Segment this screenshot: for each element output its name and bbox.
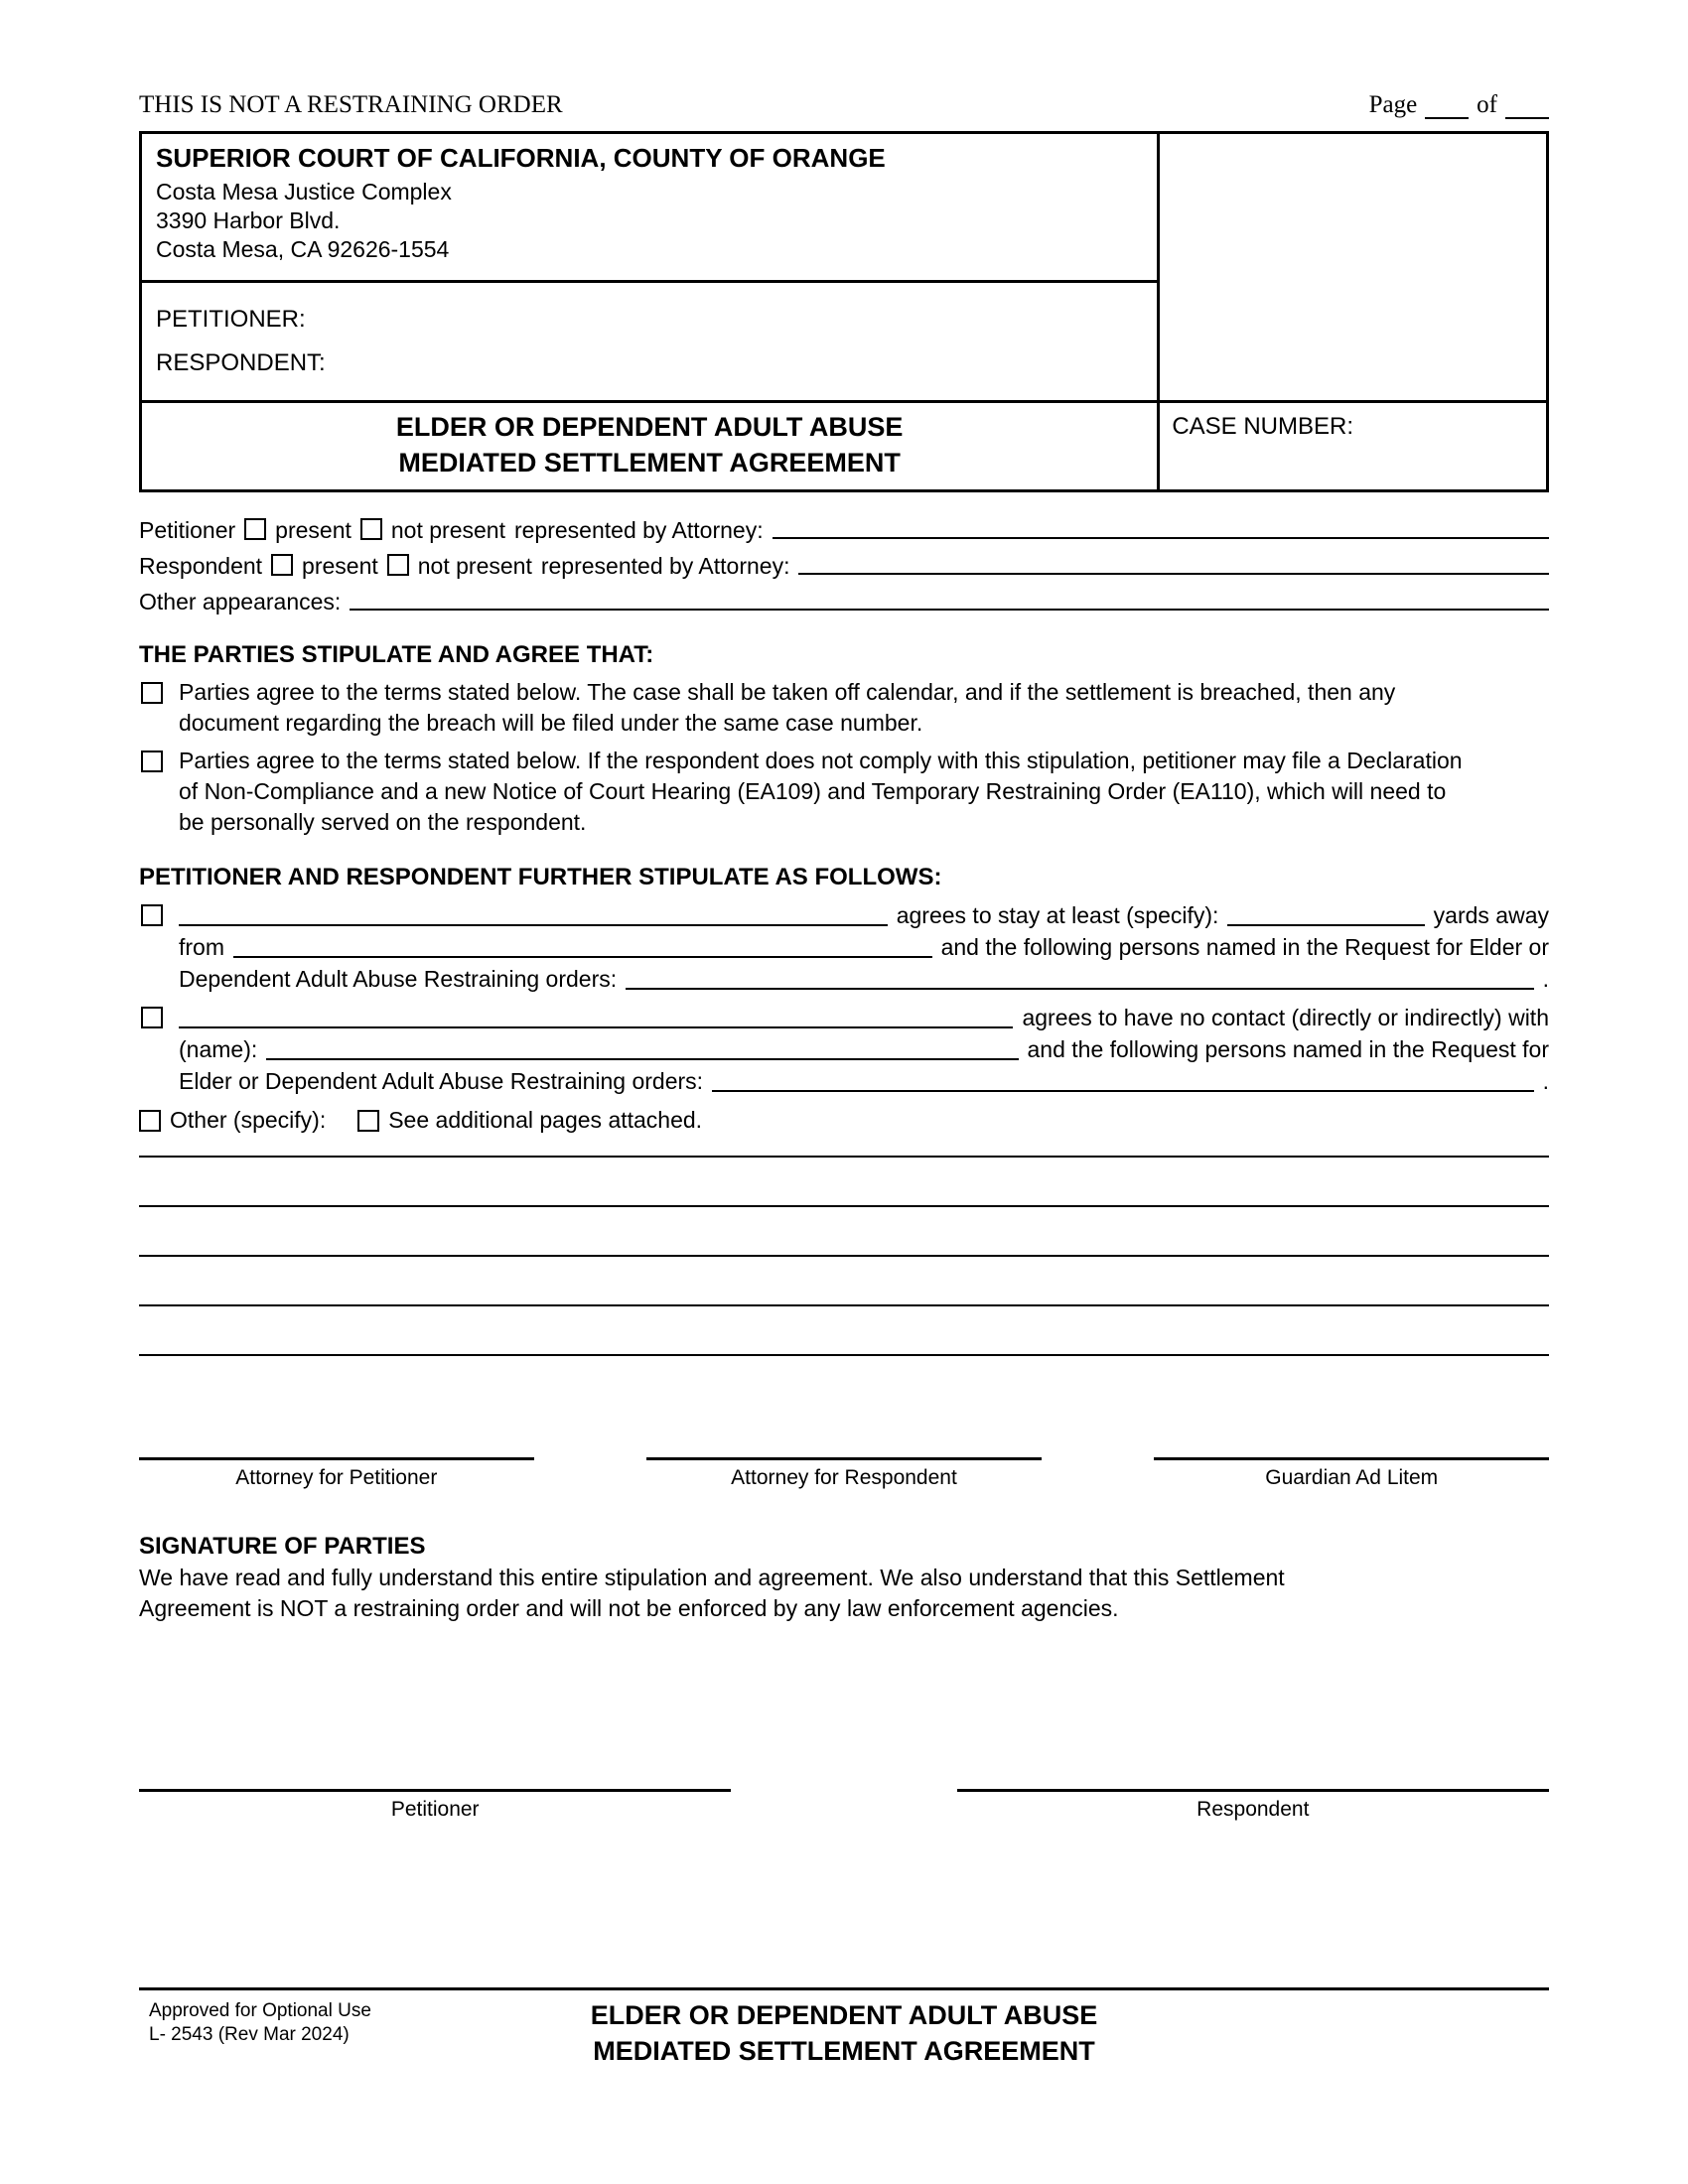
page-number (1369, 91, 1549, 119)
other-appearances-field[interactable] (350, 609, 1549, 611)
attorney-respondent-signature-line[interactable] (646, 1457, 1042, 1460)
respondent-attorney-field[interactable] (798, 573, 1549, 575)
stay-away-item (139, 899, 1549, 995)
no-contact-item (139, 1002, 1549, 1097)
respondent-name-field[interactable] (156, 349, 1143, 377)
petitioner-field-label: PETITIONER: (156, 306, 306, 334)
court-address-line-1: Costa Mesa Justice Complex (156, 179, 452, 205)
respondent-not-present-checkbox[interactable] (387, 554, 409, 576)
respondent-appearance-label: Respondent (139, 553, 263, 579)
stay-away-text-3: from (179, 934, 224, 960)
stay-away-text-2: yards away (1433, 902, 1549, 928)
signature-of-parties-heading: SIGNATURE OF PARTIES (139, 1533, 426, 1560)
other-item (139, 1104, 1549, 1136)
form-title (142, 400, 1157, 489)
respondent-present-checkbox[interactable] (271, 554, 293, 576)
respondent-present-label: present (302, 553, 378, 579)
other-specify-label: Other (specify): (170, 1107, 327, 1133)
no-contact-text-2: (name): (179, 1036, 258, 1062)
form-title-line-2: MEDIATED SETTLEMENT AGREEMENT (398, 448, 901, 478)
petitioner-attorney-field[interactable] (773, 537, 1549, 539)
case-number-field[interactable] (1157, 400, 1546, 489)
additional-pages-label: See additional pages attached. (388, 1107, 703, 1133)
respondent-signature (957, 1789, 1549, 1823)
petitioner-present-label: present (275, 517, 352, 543)
form-footer (139, 1987, 1549, 2069)
off-calendar-text: Parties agree to the terms stated below. The case shall be taken off calendar, and if the settlement is breached, then any document regarding the breach will be filed under the same case number. (179, 679, 1396, 736)
respondent-signature-label: Respondent (1196, 1798, 1310, 1821)
stay-away-yards-field[interactable] (1227, 924, 1424, 926)
petitioner-appearance-line (139, 508, 1549, 544)
petitioner-name-field[interactable] (156, 306, 1143, 334)
blank-line-2[interactable] (139, 1158, 1549, 1207)
respondent-signature-line[interactable] (957, 1789, 1549, 1792)
respondent-appearance-line (139, 544, 1549, 580)
court-address-block (142, 134, 1157, 283)
no-contact-checkbox[interactable] (141, 1007, 163, 1028)
stay-away-from-field[interactable] (233, 956, 932, 958)
stipulation-section (139, 641, 1549, 838)
further-stipulations-section (139, 864, 1549, 1136)
form-approval-block (149, 1999, 371, 2047)
no-contact-text-3: and the following persons named in the Request for (1027, 1036, 1549, 1062)
form-title-line-1: ELDER OR DEPENDENT ADULT ABUSE (395, 412, 904, 442)
attorney-signature-row (139, 1457, 1549, 1491)
petitioner-present-checkbox[interactable] (244, 518, 266, 540)
petitioner-not-present-checkbox[interactable] (360, 518, 382, 540)
blank-line-5[interactable] (139, 1306, 1549, 1356)
court-stamp-area (1157, 134, 1546, 400)
attorney-petitioner-signature-line[interactable] (139, 1457, 534, 1460)
guardian-ad-litem-signature (1154, 1457, 1549, 1491)
page-number-field[interactable] (1425, 97, 1469, 119)
respondent-field-label: RESPONDENT: (156, 348, 326, 376)
appearances-section (139, 508, 1549, 615)
no-contact-text-1: agrees to have no contact (directly or indirectly) with (1022, 1005, 1549, 1030)
blank-line-3[interactable] (139, 1207, 1549, 1257)
stay-away-checkbox[interactable] (141, 904, 163, 926)
blank-line-4[interactable] (139, 1257, 1549, 1306)
noncompliance-text: Parties agree to the terms stated below. If the respondent does not comply with this stipulation, petitioner may file a Declaration of Non-Compliance and a new Notice of Court Hearing (EA109) and Temporary Restraining Order (EA110), which will need to be personally served on the respondent. (179, 748, 1463, 835)
other-appearances-line (139, 580, 1549, 615)
blank-line-1[interactable] (139, 1140, 1549, 1158)
guardian-ad-litem-signature-line[interactable] (1154, 1457, 1549, 1460)
not-restraining-order-notice: THIS IS NOT A RESTRAINING ORDER (139, 91, 563, 118)
attorney-petitioner-signature (139, 1457, 534, 1491)
party-signature-row (139, 1789, 1549, 1823)
signature-of-parties-section (139, 1533, 1549, 1624)
respondent-not-present-label: not present (417, 553, 532, 579)
page-total-field[interactable] (1505, 97, 1549, 119)
other-appearances-label: Other appearances: (139, 589, 342, 614)
stipulation-item-off-calendar (139, 677, 1549, 739)
footer-title-line-1: ELDER OR DEPENDENT ADULT ABUSE (590, 2000, 1098, 2030)
noncompliance-checkbox[interactable] (141, 751, 163, 772)
petitioner-appearance-label: Petitioner (139, 517, 236, 543)
stipulation-heading: THE PARTIES STIPULATE AND AGREE THAT: (139, 641, 654, 668)
approved-for-optional-use: Approved for Optional Use (149, 2000, 371, 2021)
form-header (139, 91, 1549, 119)
footer-title-line-2: MEDIATED SETTLEMENT AGREEMENT (593, 2036, 1095, 2066)
no-contact-protected-persons-field[interactable] (712, 1090, 1534, 1092)
petitioner-signature-label: Petitioner (390, 1798, 480, 1821)
handwriting-lines (139, 1140, 1549, 1356)
court-name: SUPERIOR COURT OF CALIFORNIA, COUNTY OF ORANGE (156, 143, 886, 173)
other-checkbox[interactable] (139, 1110, 161, 1132)
guardian-ad-litem-label: Guardian Ad Litem (1265, 1466, 1439, 1489)
off-calendar-checkbox[interactable] (141, 682, 163, 704)
petitioner-signature (139, 1789, 731, 1823)
page-label: Page (1368, 91, 1418, 118)
petitioner-signature-line[interactable] (139, 1789, 731, 1792)
court-caption-box (139, 131, 1549, 492)
party-names-section (142, 283, 1157, 400)
stay-away-period: . (1542, 966, 1549, 992)
petitioner-not-present-label: not present (390, 517, 505, 543)
additional-pages-checkbox[interactable] (357, 1110, 379, 1132)
petitioner-attorney-label: represented by Attorney: (513, 517, 764, 543)
no-contact-text-4: Elder or Dependent Adult Abuse Restraining orders: (179, 1068, 704, 1094)
attorney-respondent-label: Attorney for Respondent (731, 1466, 957, 1489)
court-address-line-2: 3390 Harbor Blvd. (156, 207, 341, 233)
attorney-petitioner-label: Attorney for Petitioner (235, 1466, 438, 1489)
no-contact-name-field[interactable] (266, 1058, 1018, 1060)
stay-away-person-field[interactable] (179, 924, 888, 926)
no-contact-period: . (1542, 1068, 1549, 1094)
stay-away-text-4: and the following persons named in the Request for Elder or (940, 934, 1549, 960)
stipulation-item-noncompliance (139, 746, 1549, 838)
stay-away-protected-persons-field[interactable] (626, 988, 1533, 990)
stay-away-text-1: agrees to stay at least (specify): (896, 902, 1219, 928)
no-contact-person-field[interactable] (179, 1026, 1013, 1028)
attorney-respondent-signature (646, 1457, 1042, 1491)
of-label: of (1477, 91, 1497, 118)
court-address-line-3: Costa Mesa, CA 92626-1554 (156, 236, 450, 262)
stay-away-text-5: Dependent Adult Abuse Restraining orders: (179, 966, 618, 992)
signature-of-parties-statement: We have read and fully understand this entire stipulation and agreement. We also understand that this Settlement Agreement is NOT a restraining order and will not be enforced by any law enforcement agencies. (139, 1565, 1285, 1621)
case-number-label: CASE NUMBER: (1172, 413, 1354, 440)
form-number: L- 2543 (Rev Mar 2024) (149, 2024, 350, 2045)
further-stipulations-heading: PETITIONER AND RESPONDENT FURTHER STIPULATE AS FOLLOWS: (139, 864, 942, 890)
respondent-attorney-label: represented by Attorney: (540, 553, 790, 579)
